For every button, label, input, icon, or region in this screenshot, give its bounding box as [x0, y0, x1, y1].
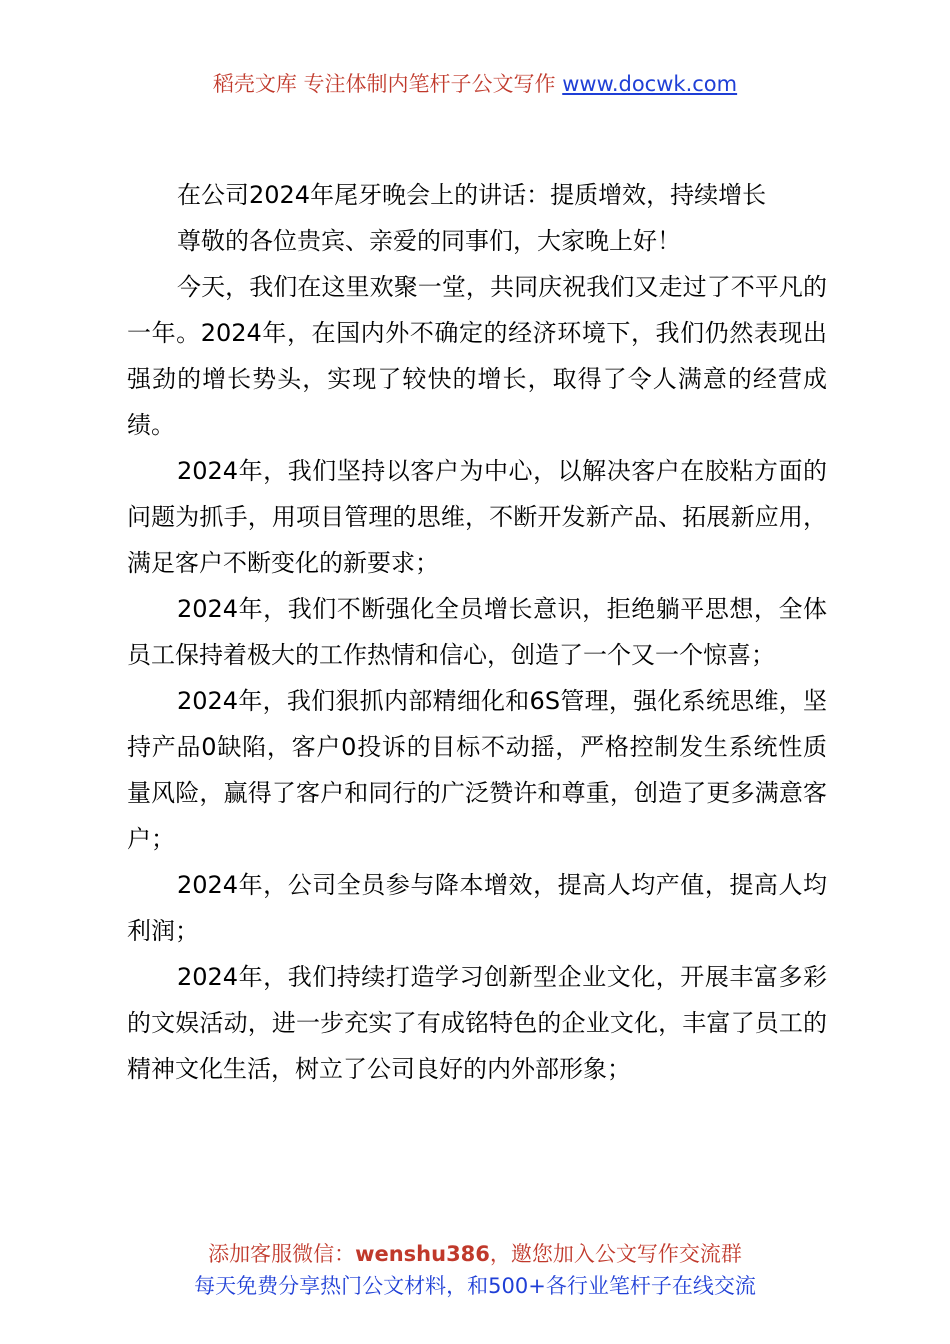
paragraph-customer-focus: 2024年，我们坚持以客户为中心，以解决客户在胶粘方面的问题为抓手，用项目管理的思维，不断开发新产品、拓展新应用，满足客户不断变化的新要求； [127, 457, 827, 577]
paragraph-greeting: 尊敬的各位贵宾、亲爱的同事们，大家晚上好！ [177, 227, 681, 255]
page-header [0, 68, 950, 100]
paragraph-intro: 今天，我们在这里欢聚一堂，共同庆祝我们又走过了不平凡的一年。2024年，在国内外不确定的经济环境下，我们仍然表现出强劲的增长势头，实现了较快的增长，取得了令人满意的经营成绩。 [127, 273, 827, 439]
header-website-link[interactable]: www.docwk.com [562, 72, 738, 96]
footer-wechat-suffix: ，邀您加入公文写作交流群 [489, 1242, 742, 1266]
paragraph-quality-management: 2024年，我们狠抓内部精细化和6S管理，强化系统思维，坚持产品0缺陷，客户0投诉的目标不动摇，严格控制发生系统性质量风险，赢得了客户和同行的广泛赞许和尊重，创造了更多满意客户； [127, 687, 827, 853]
paragraph-cost-reduction: 2024年，公司全员参与降本增效，提高人均产值，提高人均利润； [127, 871, 827, 945]
footer-wechat-id: wenshu386 [355, 1242, 490, 1266]
footer-wechat-line [0, 1238, 950, 1270]
document-body [127, 172, 827, 1092]
document-title: 在公司2024年尾牙晚会上的讲话：提质增效，持续增长 [177, 181, 767, 209]
footer-share-line: 每天免费分享热门公文材料，和500+各行业笔杆子在线交流 [194, 1274, 756, 1298]
header-brand-text: 稻壳文库 专注体制内笔杆子公文写作 [212, 72, 563, 96]
paragraph-growth-mindset: 2024年，我们不断强化全员增长意识，拒绝躺平思想，全体员工保持着极大的工作热情和信心，创造了一个又一个惊喜； [127, 595, 827, 669]
page-footer [0, 1238, 950, 1302]
paragraph-corporate-culture: 2024年，我们持续打造学习创新型企业文化，开展丰富多彩的文娱活动，进一步充实了有成铭特色的企业文化，丰富了员工的精神文化生活，树立了公司良好的内外部形象； [127, 963, 827, 1083]
footer-wechat-prefix: 添加客服微信： [208, 1242, 356, 1266]
